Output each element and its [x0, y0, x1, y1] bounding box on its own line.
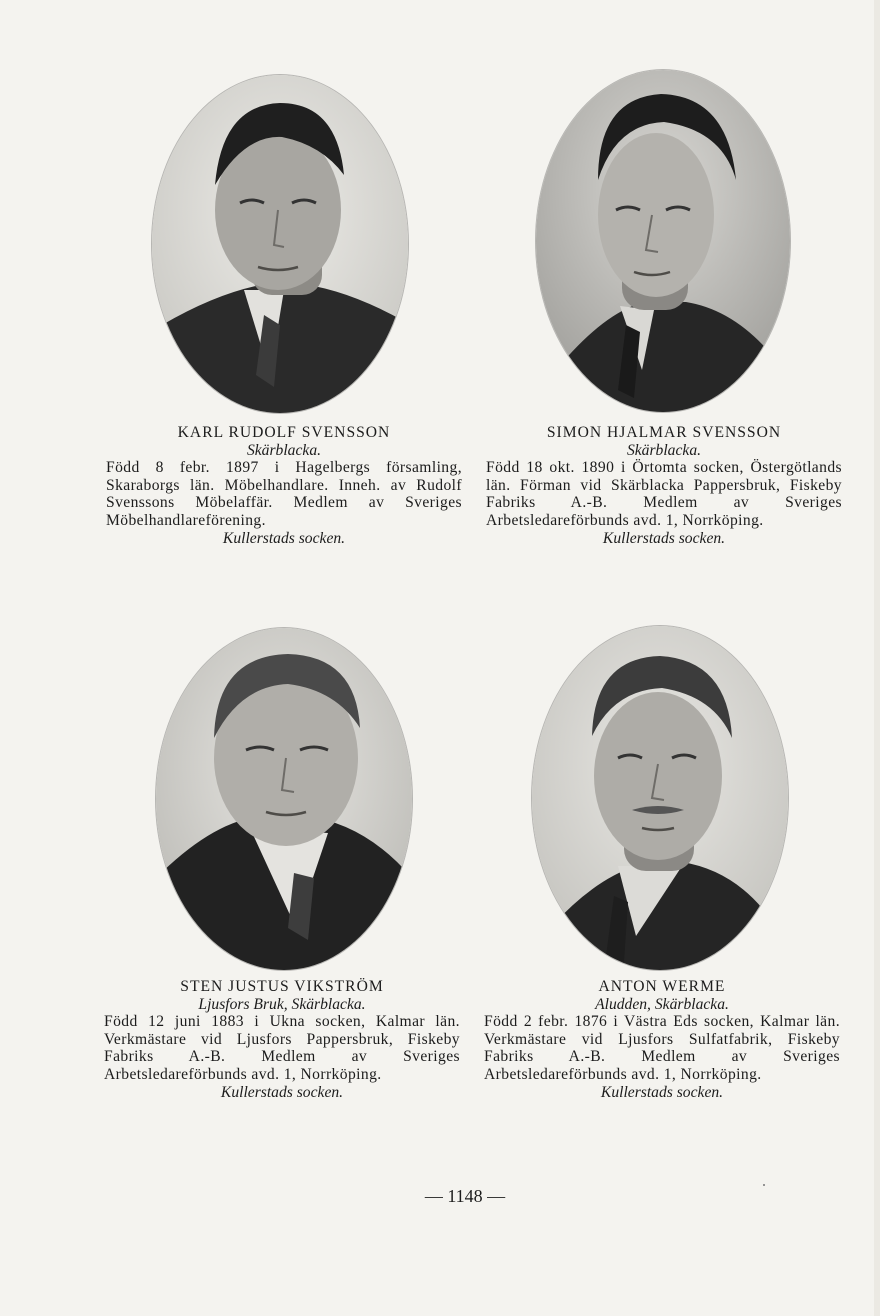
biography: Född 2 febr. 1876 i Västra Eds socken, Kalmar län. Verkmästare vid Ljusfors Sulfatfabrik, Fiskeby Fabriks A.-B. Medlem av Sveriges Arbetsledareförbunds avd. 1, Norrköping.: [484, 1013, 840, 1083]
portrait-anton-werme: [532, 626, 788, 970]
person-name: KARL RUDOLF SVENSSON: [177, 424, 391, 441]
residence: Aludden, Skärblacka.: [595, 995, 729, 1013]
entry-anton-werme: [484, 978, 840, 1101]
print-speck: [763, 1184, 765, 1186]
biography: Född 12 juni 1883 i Ukna socken, Kalmar län. Verkmästare vid Ljusfors Pappersbruk, Fiskeby Fabriks A.-B. Medlem av Sveriges Arbetsledareförbunds avd. 1, Norrköping.: [104, 1013, 460, 1083]
page-number: — 1148 —: [424, 1186, 506, 1206]
portrait-sten-justus-vikstrom: [156, 628, 412, 970]
portrait-karl-rudolf-svensson: [152, 75, 408, 413]
parish: Kullerstads socken.: [222, 529, 346, 547]
parish: Kullerstads socken.: [602, 529, 726, 547]
entry-karl-rudolf-svensson: [106, 424, 462, 547]
entry-simon-hjalmar-svensson: [486, 424, 842, 547]
person-name: ANTON WERME: [598, 978, 726, 995]
biography: Född 8 febr. 1897 i Hagelbergs församling, Skaraborgs län. Möbelhandlare. Inneh. av Rudolf Svenssons Möbelaffär. Medlem av Sveriges Möbelhandlareförening.: [106, 459, 462, 529]
entry-sten-justus-vikstrom: [104, 978, 460, 1101]
portrait-simon-hjalmar-svensson: [536, 70, 790, 412]
person-name: SIMON HJALMAR SVENSSON: [546, 424, 782, 441]
person-name: STEN JUSTUS VIKSTRÖM: [180, 978, 384, 995]
residence: Skärblacka.: [626, 441, 702, 459]
residence: Ljusfors Bruk, Skärblacka.: [198, 995, 366, 1013]
parish: Kullerstads socken.: [220, 1083, 344, 1101]
residence: Skärblacka.: [246, 441, 322, 459]
biography: Född 18 okt. 1890 i Örtomta socken, Östergötlands län. Förman vid Skärblacka Pappersbruk, Fiskeby Fabriks A.-B. Medlem av Sveriges Arbetsledareförbunds avd. 1, Norrköping.: [486, 459, 842, 529]
parish: Kullerstads socken.: [600, 1083, 724, 1101]
page-edge: [874, 0, 880, 1316]
